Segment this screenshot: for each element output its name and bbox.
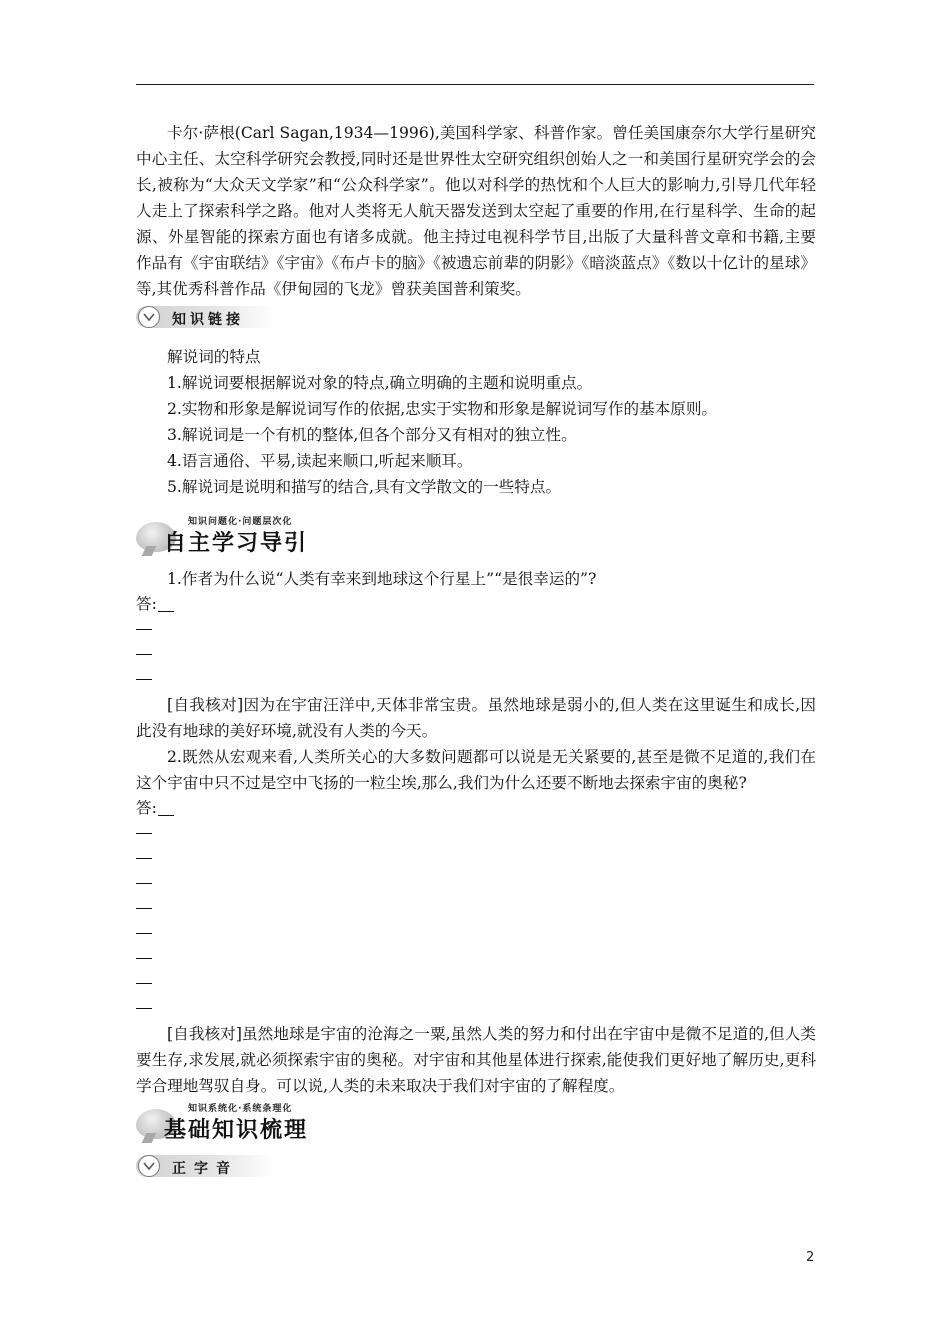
basic-knowledge-caption: 知识系统化·系统条理化: [188, 1104, 293, 1114]
self-study-caption: 知识问题化·问题层次化: [188, 517, 293, 527]
basic-knowledge-banner: [136, 1101, 816, 1147]
answer-blank[interactable]: [136, 971, 816, 996]
answer-blank[interactable]: [136, 871, 816, 896]
question-1: 1.作者为什么说“人类有幸来到地球这个行星上”“是很幸运的”?: [167, 570, 597, 588]
pronunciation-bar: [136, 1153, 816, 1181]
pronunciation-label: 正字音: [172, 1161, 238, 1177]
self-check-2: [自我核对]虽然地球是宇宙的沧海之一粟,虽然人类的努力和付出在宇宙中是微不足道的,但人类要生存,求发展,就必须探索宇宙的奥秘。对宇宙和其他星体进行探索,能使我们更好地了解历史,更科学合理地驾驭自身。可以说,人类的未来取决于我们对宇宙的了解程度。: [136, 1025, 816, 1095]
answer-2: 答:: [136, 796, 816, 821]
self-check-1: [自我核对]因为在宇宙汪洋中,天体非常宝贵。虽然地球是弱小的,但人类在这里诞生和成长,因此没有地球的美好环境,就没有人类的今天。: [136, 696, 816, 740]
chevron-down-icon: [138, 1155, 160, 1177]
basic-knowledge-title: 基础知识梳理: [164, 1118, 309, 1143]
answer-1: 答:: [136, 592, 816, 617]
answer-blank[interactable]: [136, 617, 816, 642]
list-item: 3.解说词是一个有机的整体,但各个部分又有相对的独立性。: [167, 426, 577, 444]
self-study-title: 自主学习导引: [164, 531, 309, 556]
self-study-banner: [136, 514, 816, 560]
knowledge-link-heading: 解说词的特点: [167, 348, 261, 366]
knowledge-link-bar: [136, 304, 816, 332]
answer-blank[interactable]: [158, 611, 174, 612]
answer-blank[interactable]: [136, 946, 816, 971]
answer-blank[interactable]: [136, 996, 816, 1021]
answer-blank[interactable]: [136, 896, 816, 921]
page-number: 2: [806, 1250, 815, 1265]
list-item: 4.语言通俗、平易,读起来顺口,听起来顺耳。: [167, 452, 473, 470]
answer-blank[interactable]: [136, 642, 816, 667]
question-2: 2.既然从宏观来看,人类所关心的大多数问题都可以说是无关紧要的,甚至是微不足道的,我们在这个宇宙中只不过是空中飞扬的一粒尘埃,那么,我们为什么还要不断地去探索宇宙的奥秘?: [136, 748, 816, 792]
list-item: 1.解说词要根据解说对象的特点,确立明确的主题和说明重点。: [167, 374, 593, 392]
page-content: [136, 120, 816, 1181]
list-item: 2.实物和形象是解说词写作的依据,忠实于实物和形象是解说词写作的基本原则。: [167, 400, 718, 418]
author-intro-paragraph: 卡尔·萨根(Carl Sagan,1934—1996),美国科学家、科普作家。曾任美国康奈尔大学行星研究中心主任、太空科学研究会教授,同时还是世界性太空研究组织创始人之一和美国行星研究学会的会长,被称为“大众天文学家”和“公众科学家”。他以对科学的热忱和个人巨大的影响力,引导几代年轻人走上了探索科学之路。他对人类将无人航天器发送到太空起了重要的作用,在行星科学、生命的起源、外星智能的探索方面也有诸多成就。他主持过电视科学节目,出版了大量科普文章和书籍,主要作品有《宇宙联结》《宇宙》《布卢卡的脑》《被遗忘前辈的阴影》《暗淡蓝点》《数以十亿计的星球》等,其优秀科普作品《伊甸园的飞龙》曾获美国普利策奖。: [136, 124, 816, 298]
answer-blank[interactable]: [136, 667, 816, 692]
answer-blank[interactable]: [136, 921, 816, 946]
list-item: 5.解说词是说明和描写的结合,具有文学散文的一些特点。: [167, 478, 562, 496]
chevron-down-icon: [138, 306, 160, 328]
header-rule: [136, 84, 814, 85]
answer-blank[interactable]: [136, 821, 816, 846]
answer-blank[interactable]: [136, 846, 816, 871]
answer-blank[interactable]: [158, 815, 174, 816]
knowledge-link-label: 知识链接: [172, 312, 244, 328]
